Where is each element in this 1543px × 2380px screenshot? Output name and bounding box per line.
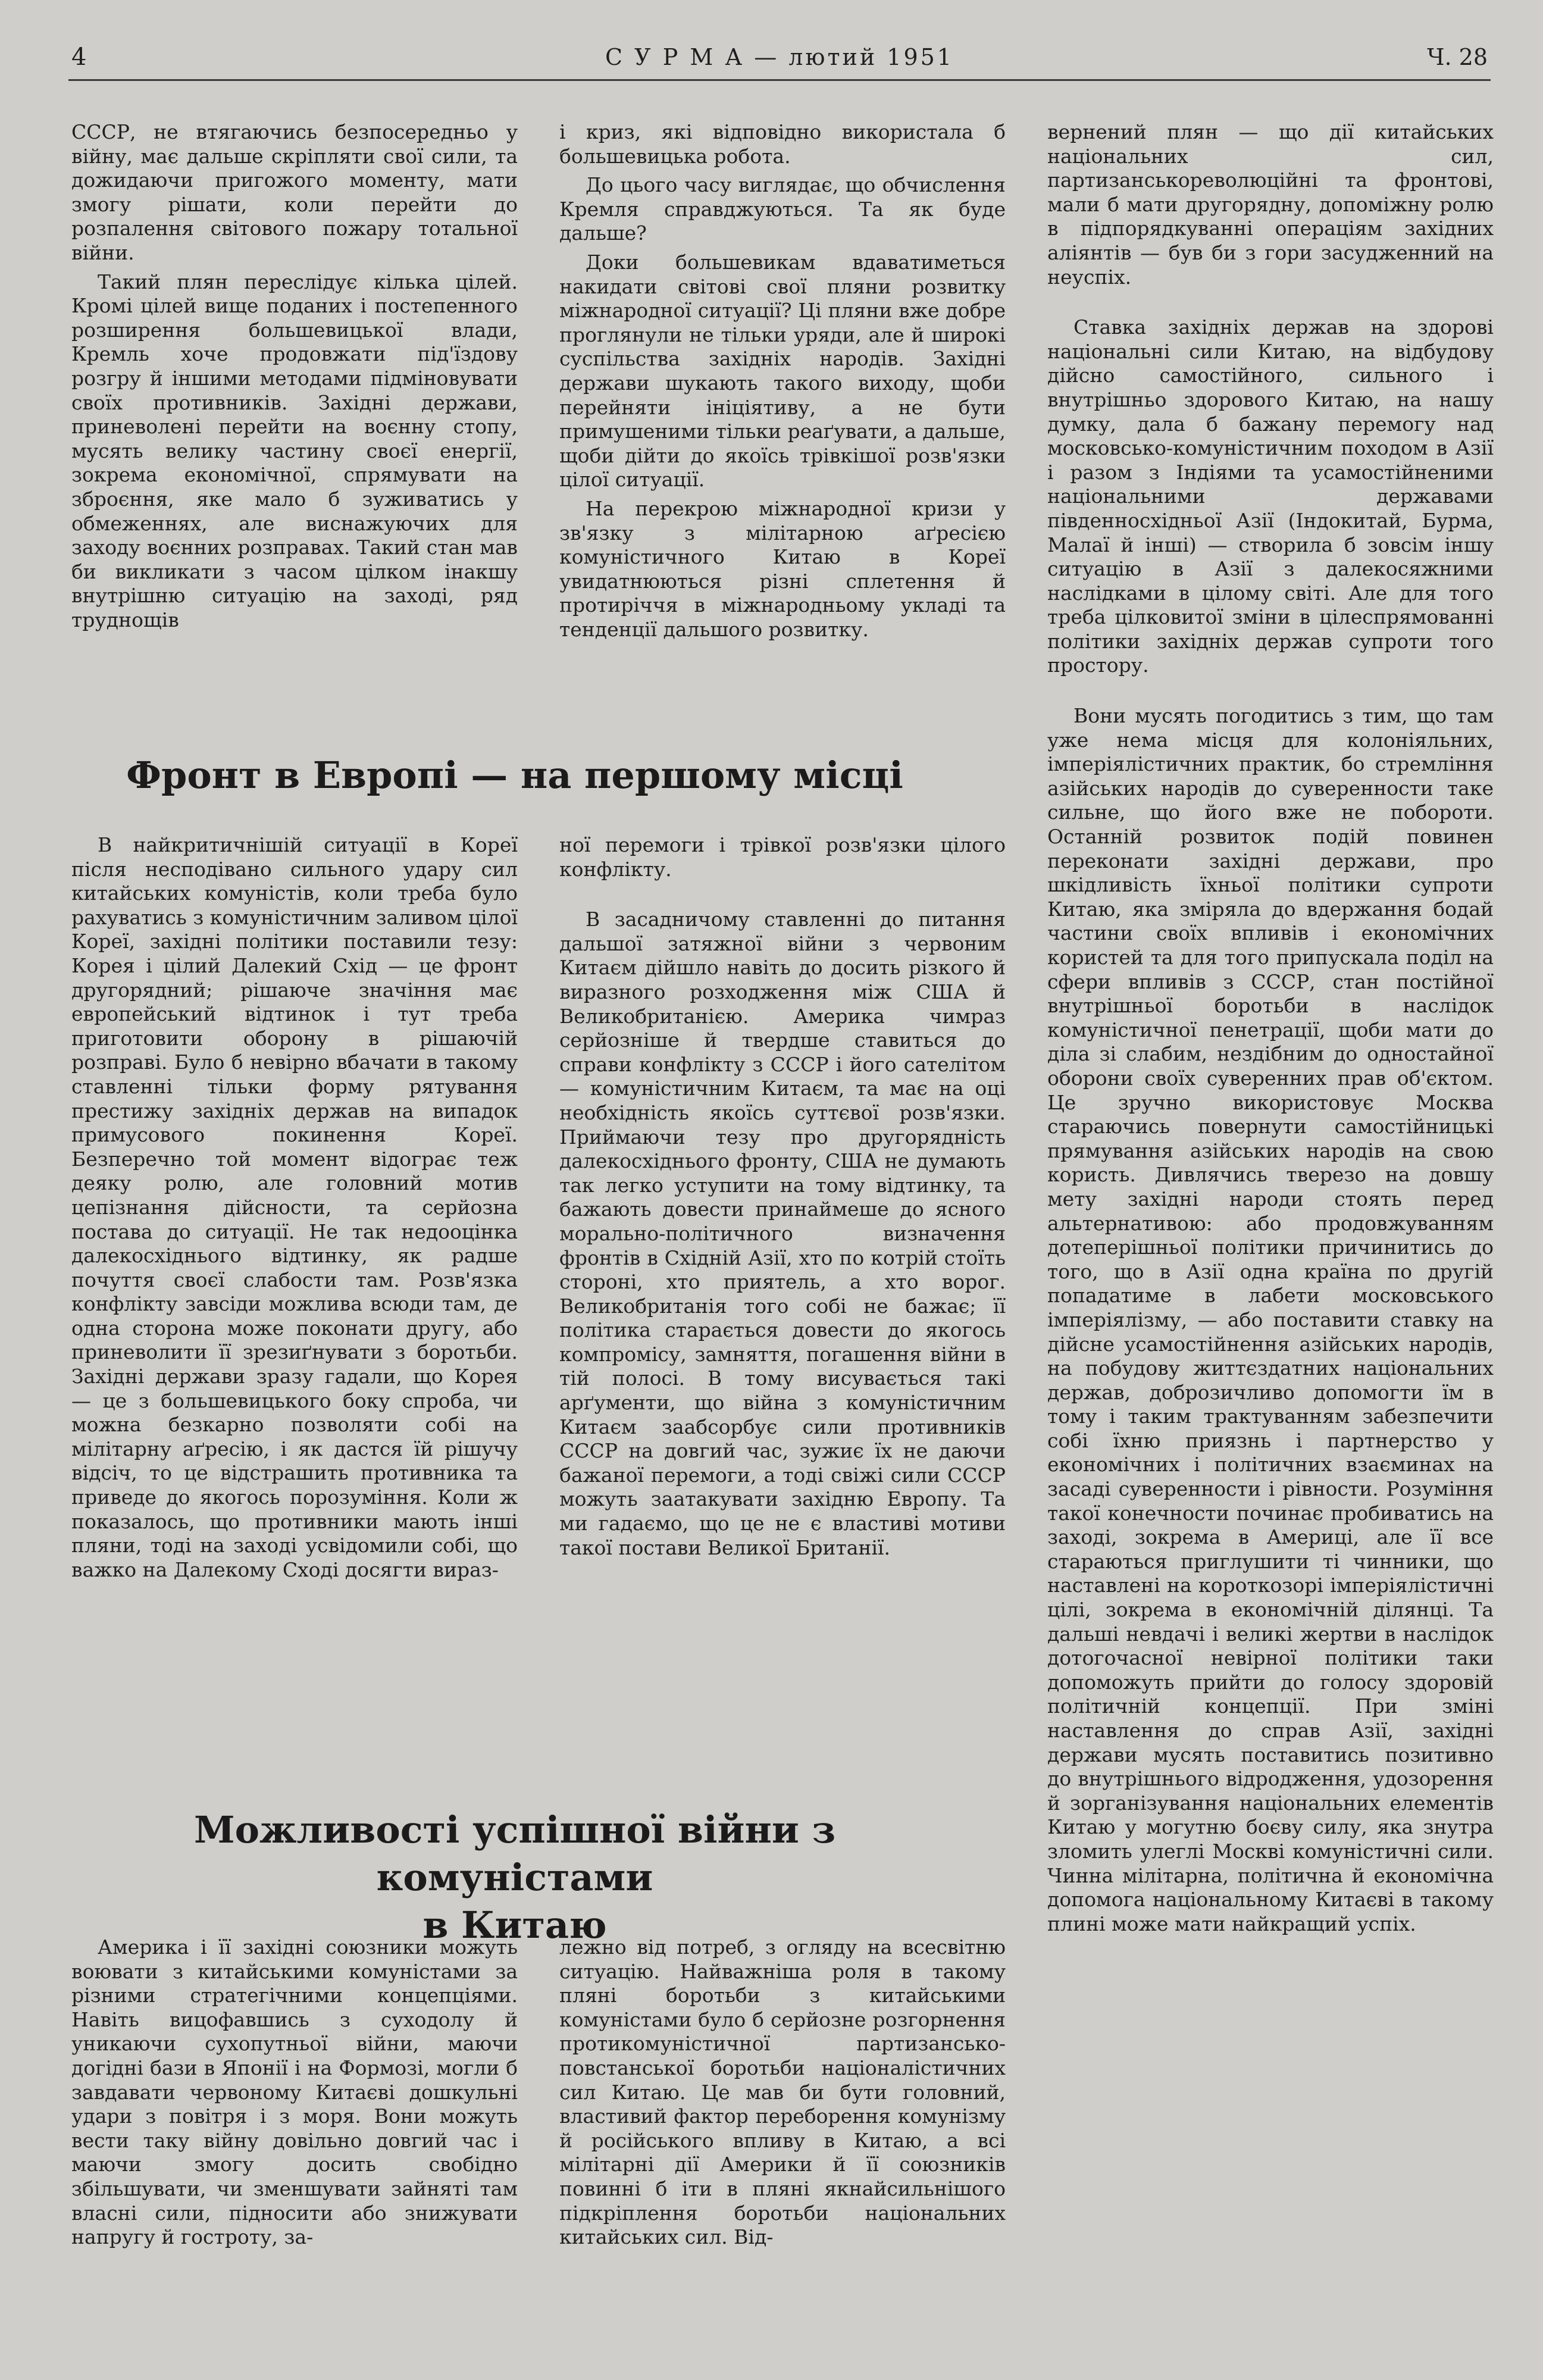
headline-front-in-europe: Фронт в Европі — на першому місці (126, 753, 903, 797)
page-number: 4 (71, 43, 87, 71)
paragraph: В засадничому ставленні до питання дальшої затяжної війни з червоним Китаєм дійшло навіть до досить різкого й виразного розходження між США й Великобританією. Америка чимраз серйозніше й твердше ставиться до справи конфлікту з СССР і його сателітом — комуністичним Китаєм, та має на оці необхідність якоїсь суттєвої розв'язки. Приймаючи тезу про другорядність далекосхіднього фронту, США не думають так легко уступити на тому відтинку, та бажають довести принаймеше до ясного морально-політичного визначення фронтів в Східній Азії, хто по котрій стоїть стороні, хто приятель, а хто ворог. Великобританія того собі не бажає; її політика старається довести до якогось компромісу, замняття, погашення війни в тій полосі. В тому висувається такі арґументи, що війна з комуністичним Китаєм зaабсорбує сили противників СССР на довгий час, зужиє їх не даючи бажаної перемоги, а тоді свіжі сили СССР можуть заатакувати західню Европу. Та ми гадаємо, що це не є властиві мотиви такої постави Великої Британії. (559, 908, 1006, 1559)
paragraph: Доки большевикам вдаватиметься накидати світові свої пляни розвитку міжнародної ситуації? Ці пляни вже добре проглянули не тільки уряди, але й широкі суспільства західніх народів. Західні держави шукають такого виходу, щоби перейняти ініціятиву, а не бути примушеними тільки реаґувати, а дальше, щоби дійти до якоїсь трівкішої розв'язки цілої ситуації. (559, 250, 1006, 492)
paragraph: Вони мусять погодитись з тим, що там уже нема місця для колоніяльних, імперіялістичних практик, бо стремління азійських народів до суверенности таке сильне, що його вже не побороти. Останній розвиток подій повинен переконати західні держави, про шкідливість їхньої політики супроти Китаю, яка зміряла до вдержання бодай частини своїх впливів і економічних користей та для того припускала поділ на сфери впливів з СССР, стан постійної внутрішньої боротьби в наслідок комуністичної пенетрації, щоби мати до діла зі слабим, нездібним до одностайної оборони своїх суверенних прав об'єктом. Це зручно використовує Москва стараючись повернути самостійницькі прямування азійських народів на свою користь. Дивлячись тверезо на довшу мету західні народи стоять перед альтернативою: або продовжуванням дотеперішньої політики причинитись до того, що в Азії одна країна по другій попадатиме в лабети московського імперіялізму, — або поставити ставку на дійсне усамостійнення азійських народів, на побудову життєздатних національних держав, доброзичливо допомогти їм в тому і таким трактуванням забезпечити собі їхню приязнь і партнерство у економічних і політичних взаєминах на засаді суверенности і рівности. Розуміння такої конечности починає пробиватись на заході, зокрема в Америці, але її все стараються приглушити ті чинники, що наставлені на короткозорі імперіялістичні цілі, зокрема в економічній ділянці. Та дальші невдачі і великі жертви в наслідок дотогочасної невірної політики таки допоможуть прийти до голосу здоровій політичній концепції. При зміні наставлення до справ Азії, західні держави мусять поставитись позитивно до внутрішнього відродження, удозорення й зорганізування національних елементів Китаю у могутню боєву силу, яка знутра зломить улеглі Москві комуністичні сили. Чинна мілітарна, політична й економічна допомога національному Китаєві в такому плині може мати найкращий успіх. (1047, 704, 1494, 1935)
section3-column-1 (71, 1935, 518, 2250)
issue-number: Ч. 28 (1427, 44, 1488, 70)
section2-column-2 (559, 833, 1006, 1560)
section1-column-3 (1047, 120, 1494, 1936)
page-header (71, 40, 1488, 77)
paragraph: Ставка західніх держав на здорові національні сили Китаю, на відбудову дійсно самостійного, сильного і внутрішньо здорового Китаю, на нашу думку, дала б бажану перемогу над московсько-комуністичним походом в Азії і разом з Індіями та усамостійненими національними державами південносхідньої Азії (Індокитай, Бурма, Малаї й інші) — створила б зовсім іншу ситуацію в Азії з далекосяжними наслідками в цілому світі. Але для того треба цілковитої зміни в цілеспрямованні політики західніх держав супроти того простору. (1047, 315, 1494, 677)
paragraph: СССР, не втягаючись безпосередньо у війну, має дальше скріпляти свої сили, та дожидаючи пригожого моменту, мати змогу рішати, коли перейти до розпалення світового пожару тотальної війни. (71, 120, 518, 264)
paragraph: В найкритичнішій ситуації в Кореї після несподівано сильного удару сил китайських комуністів, коли треба було рахуватись з комуністичним заливом цілої Кореї, західні політики поставили тезу: Корея і цілий Далекий Схід — це фронт другорядний; рішаюче значіння має европейський відтинок і тут треба приготовити оборону в рішаючій розправі. Було б невірно вбачати в такому ставленні тільки форму рятування престижу західніх держав на випадок примусового покинення Кореї. Безперечно той момент відограє теж деяку ролю, але головний мотив цепізнання дійсности, та серйозна постава до ситуації. Не так недооцінка далекосхіднього відтинку, як радше почуття своєї слабости там. Розв'язка конфлікту завсіди можлива всюди там, де одна сторона може поконати другу, або приневолити її зрезиґнувати з боротьби. Західні держави зразу гадали, що Корея — це з большевицького боку спроба, чи можна безкарно позволяти собі на мілітарну аґресію, і як дастся їй рішучу відсіч, то це відстрашить противника та приведе до якогось порозуміння. Коли ж показалось, що противники мають інші пляни, тоді на заході усвідомили собі, що важко на Далекому Сході досягти вираз- (71, 833, 518, 1581)
paragraph: Такий плян переслідує кілька цілей. Кромі цілей вище поданих і постепенного розширення большевицької влади, Кремль хоче продовжати під'їздову розгру й іншими методами підміновувати своїх противників. Західні держави, приневолені перейти на воєнну стопу, мусять велику частину своєї енергії, зокрема економічної, спрямувати на зброєння, яке мало б зуживатись у обмеженнях, але виснажуючих для заходу воєнних розправах. Такий стан мав би викликати з часом цілком інакшу внутрішню ситуацію на заході, ряд труднощів (71, 270, 518, 631)
paragraph: На перекрою міжнародної кризи у зв'язку з мілітарною аґресією комуністичного Китаю в Кореї увидатнюються різні сплетення й протиріччя в міжнародньому укладі та тенденції дальшого розвитку. (559, 496, 1006, 641)
headline-line-2: в Китаю (422, 1903, 607, 1947)
headline-war-with-communists (77, 1806, 952, 1949)
section1-column-1 (71, 120, 518, 632)
paragraph: лежно від потреб, з огляду на всесвітню ситуацію. Найважніша роля в такому пляні боротьби з китайськими комуністами було б серйозне розгорнення протикомуністичної партизансько-повстанської боротьби націоналістичних сил Китаю. Це мав би бути головний, властивий фактор переборення комунізму й російського впливу в Китаю, а всі мілітарні дії Америки й її союзників повинні б іти в пляні якнайсильнішого підкріплення боротьби національних китайських сил. Від- (559, 1935, 1006, 2249)
paragraph: Америка і її західні союзники можуть воювати з китайськими комуністами за різними стратегічними концепціями. Навіть вицофавшись з суходолу й уникаючи сухопутньої війни, маючи догідні бази в Японії і на Формозі, могли б завдавати червоному Китаєві дошкульні удари з повітря і з моря. Вони можуть вести таку війну довільно довгий час і маючи змогу досить свобідно збільшувати, чи зменшувати зайняті там власні сили, підносити або знижувати напругу й гостроту, за- (71, 1935, 518, 2249)
paragraph: До цього часу виглядає, що обчислення Кремля справджуються. Та як буде дальше? (559, 173, 1006, 245)
masthead: С У Р М А — лютий 1951 (605, 44, 954, 70)
paragraph: вернений плян — що дії китайських національних сил, партизанськореволюційні та фронтові, мали б мати другорядну, допоміжну ролю в підпорядкуванні операціям західних аліянтів — був би з гори засудженний на неуспіх. (1047, 120, 1494, 289)
section3-column-2 (559, 1935, 1006, 2250)
paragraph: ної перемоги і трівкої розв'язки цілого конфлікту. (559, 833, 1006, 881)
paragraph: і криз, які відповідно використала б большевицька робота. (559, 120, 1006, 168)
section1-column-2 (559, 120, 1006, 642)
section2-column-1 (71, 833, 518, 1582)
headline-line-1: Можливості успішної війни з комуністами (193, 1808, 836, 1899)
header-rule (68, 79, 1491, 81)
